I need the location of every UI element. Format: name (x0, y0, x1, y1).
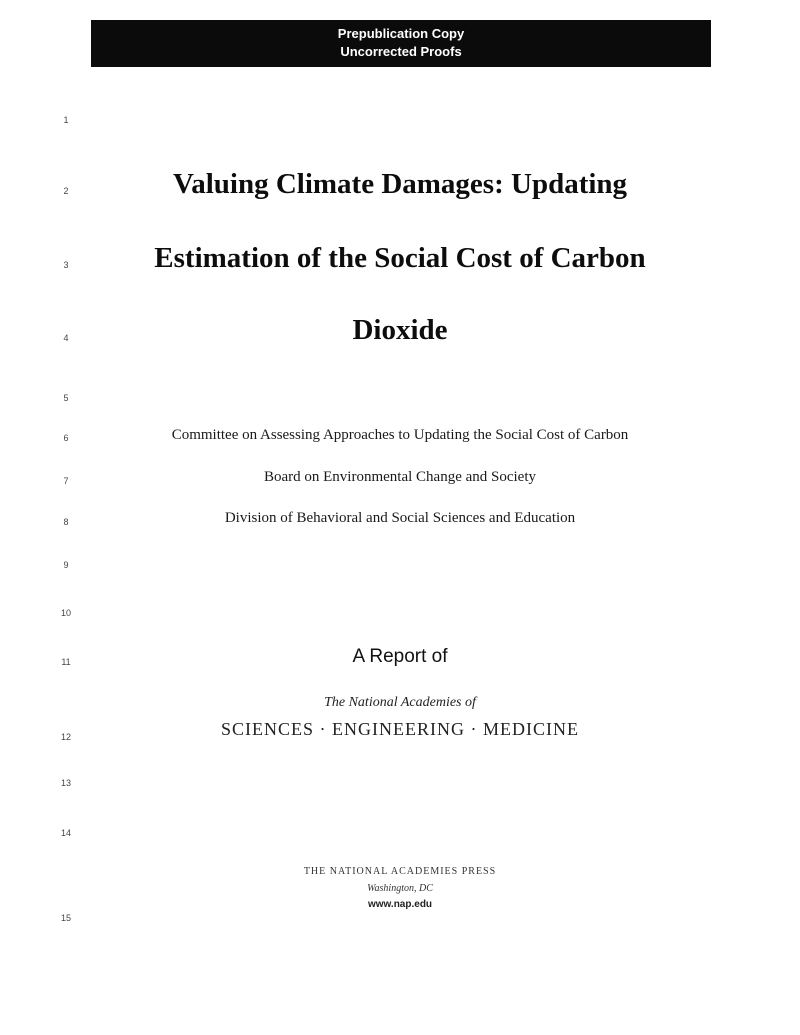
line-number: 4 (63, 333, 69, 343)
banner-line-2: Uncorrected Proofs (340, 44, 462, 59)
line-number: 14 (60, 828, 71, 838)
title-line-2: Estimation of the Social Cost of Carbon (154, 242, 646, 274)
line-number: 1 (63, 115, 69, 125)
report-of-label: A Report of (352, 646, 448, 667)
line-number: 2 (63, 186, 69, 196)
line-number: 15 (60, 913, 71, 923)
title-line-1: Valuing Climate Damages: Updating (172, 168, 628, 200)
banner-line-1: Prepublication Copy (337, 26, 465, 41)
line-number: 13 (60, 778, 71, 788)
academies-logo-italic: The National Academies of (324, 695, 476, 710)
division-name: Division of Behavioral and Social Sciences and Education (224, 510, 576, 526)
line-number: 5 (63, 393, 69, 403)
title-line-3: Dioxide (352, 314, 448, 346)
line-number: 7 (63, 476, 69, 486)
prepublication-banner (91, 20, 711, 67)
line-number: 11 (61, 657, 71, 667)
line-number: 3 (63, 260, 69, 270)
line-number: 12 (60, 732, 71, 742)
committee-name: Committee on Assessing Approaches to Updating the Social Cost of Carbon (171, 427, 629, 443)
press-url: www.nap.edu (367, 899, 433, 910)
line-number: 9 (63, 560, 69, 570)
press-city: Washington, DC (367, 883, 433, 894)
board-name: Board on Environmental Change and Society (263, 469, 537, 485)
line-number: 6 (63, 433, 69, 443)
line-number: 10 (60, 608, 71, 618)
press-name: THE NATIONAL ACADEMIES PRESS (303, 866, 497, 877)
line-number: 8 (63, 517, 69, 527)
academies-logo-caps: SCIENCES · ENGINEERING · MEDICINE (221, 719, 579, 739)
